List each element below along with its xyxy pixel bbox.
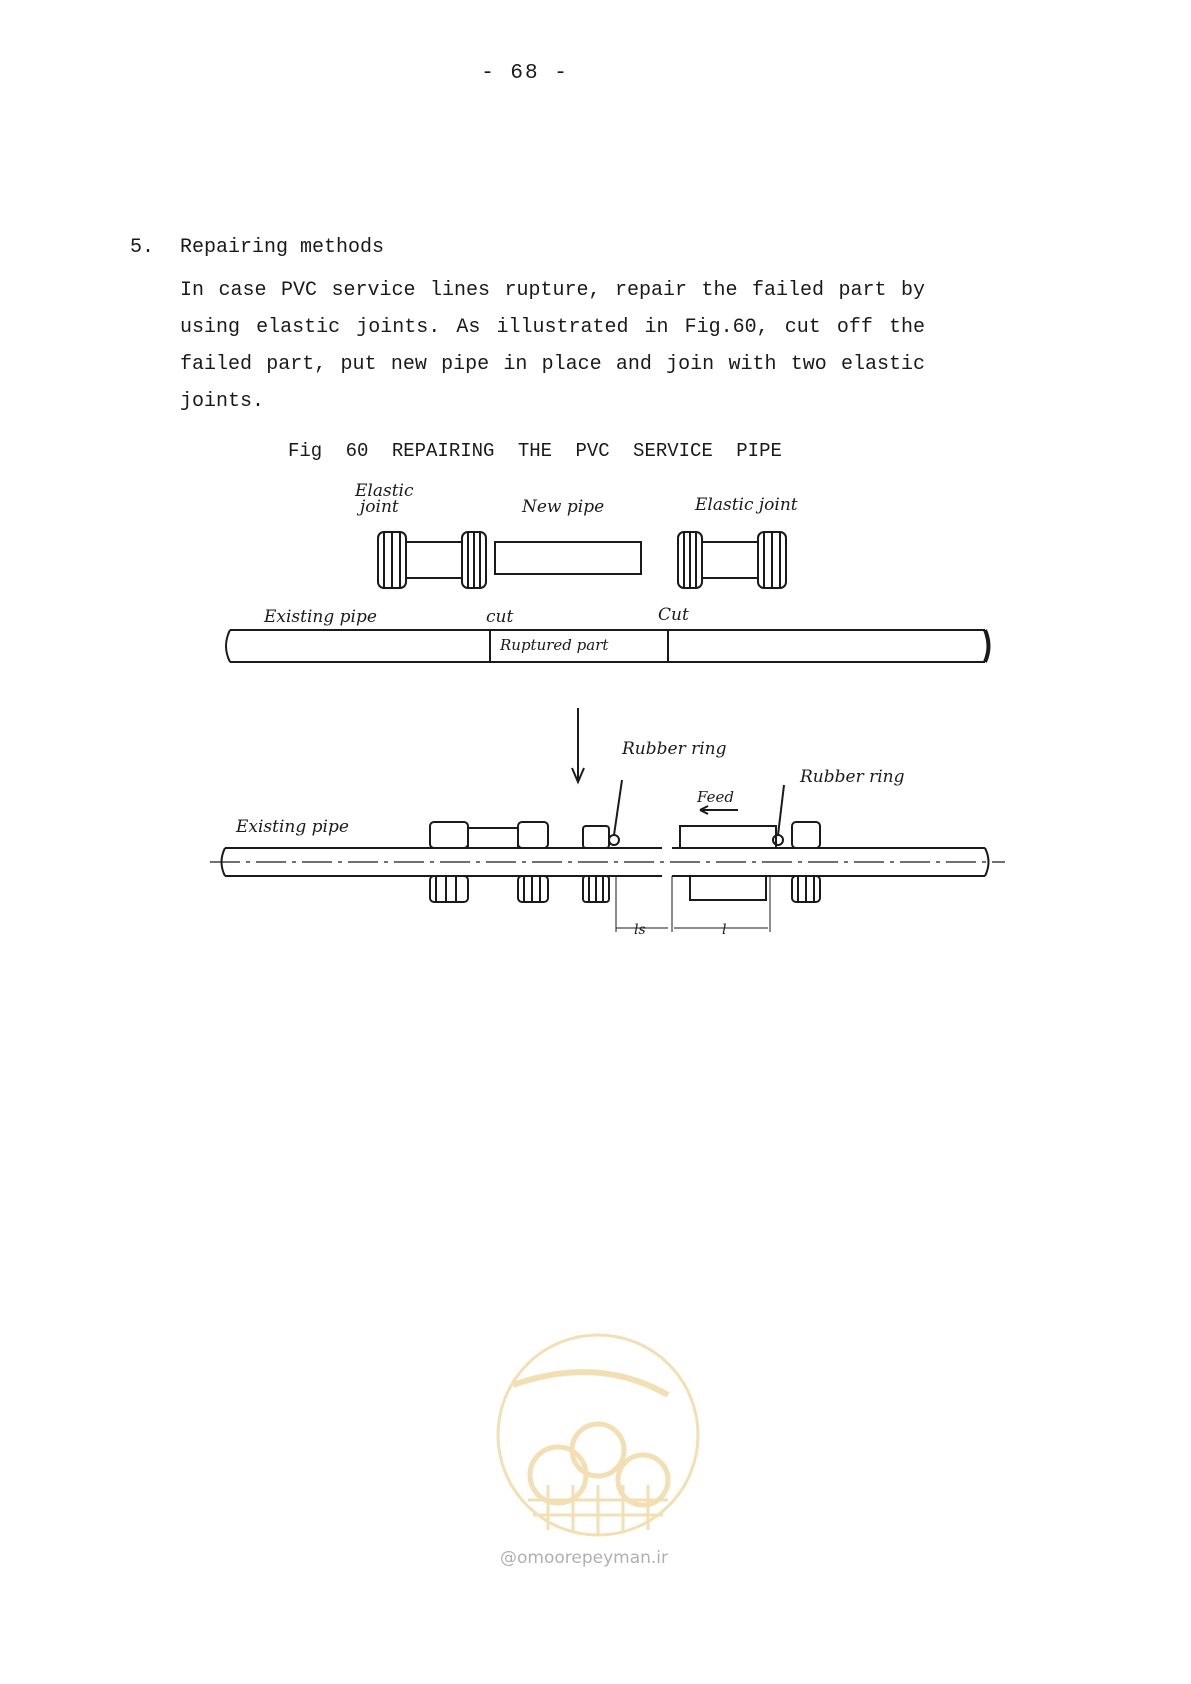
label-cut-right: Cut — [658, 605, 689, 625]
label-cut-left: cut — [486, 607, 514, 627]
arrow-down-icon — [572, 708, 584, 782]
label-existing-pipe-top: Existing pipe — [264, 607, 377, 627]
label-elastic-joint-left-2: joint — [360, 497, 399, 517]
page-number: - 68 - — [481, 62, 569, 85]
new-pipe — [495, 542, 641, 574]
assembled-pipe — [210, 780, 1005, 932]
label-elastic-joint-left-1: Elastic — [355, 481, 414, 501]
label-elastic-joint-right: Elastic joint — [695, 495, 798, 515]
section-body: In case PVC service lines rupture, repair the failed part by using elastic joints. As illustrated in Fig.60, cut off the failed part, put new pipe in place and join with two elastic joints. — [180, 279, 925, 413]
label-feed: Feed — [697, 788, 734, 806]
label-rubber-ring-2: Rubber ring — [800, 767, 905, 787]
figure-caption: Fig 60 REPAIRING THE PVC SERVICE PIPE — [288, 440, 782, 462]
label-rubber-ring-1: Rubber ring — [622, 739, 727, 759]
label-new-pipe: New pipe — [522, 497, 605, 517]
section-heading: Repairing methods — [180, 236, 385, 259]
elastic-joint-left — [378, 532, 486, 588]
label-dim-l: l — [722, 922, 727, 938]
watermark-text: @omoorepeyman.ir — [500, 1548, 669, 1568]
label-existing-pipe-bottom: Existing pipe — [236, 817, 349, 837]
section-number: 5. — [130, 236, 155, 259]
label-dim-ls: ls — [634, 922, 646, 938]
watermark-logo — [488, 1325, 708, 1565]
elastic-joint-right — [678, 532, 786, 588]
label-ruptured-part: Ruptured part — [500, 636, 609, 654]
pipe-repair-diagram — [0, 470, 1050, 950]
